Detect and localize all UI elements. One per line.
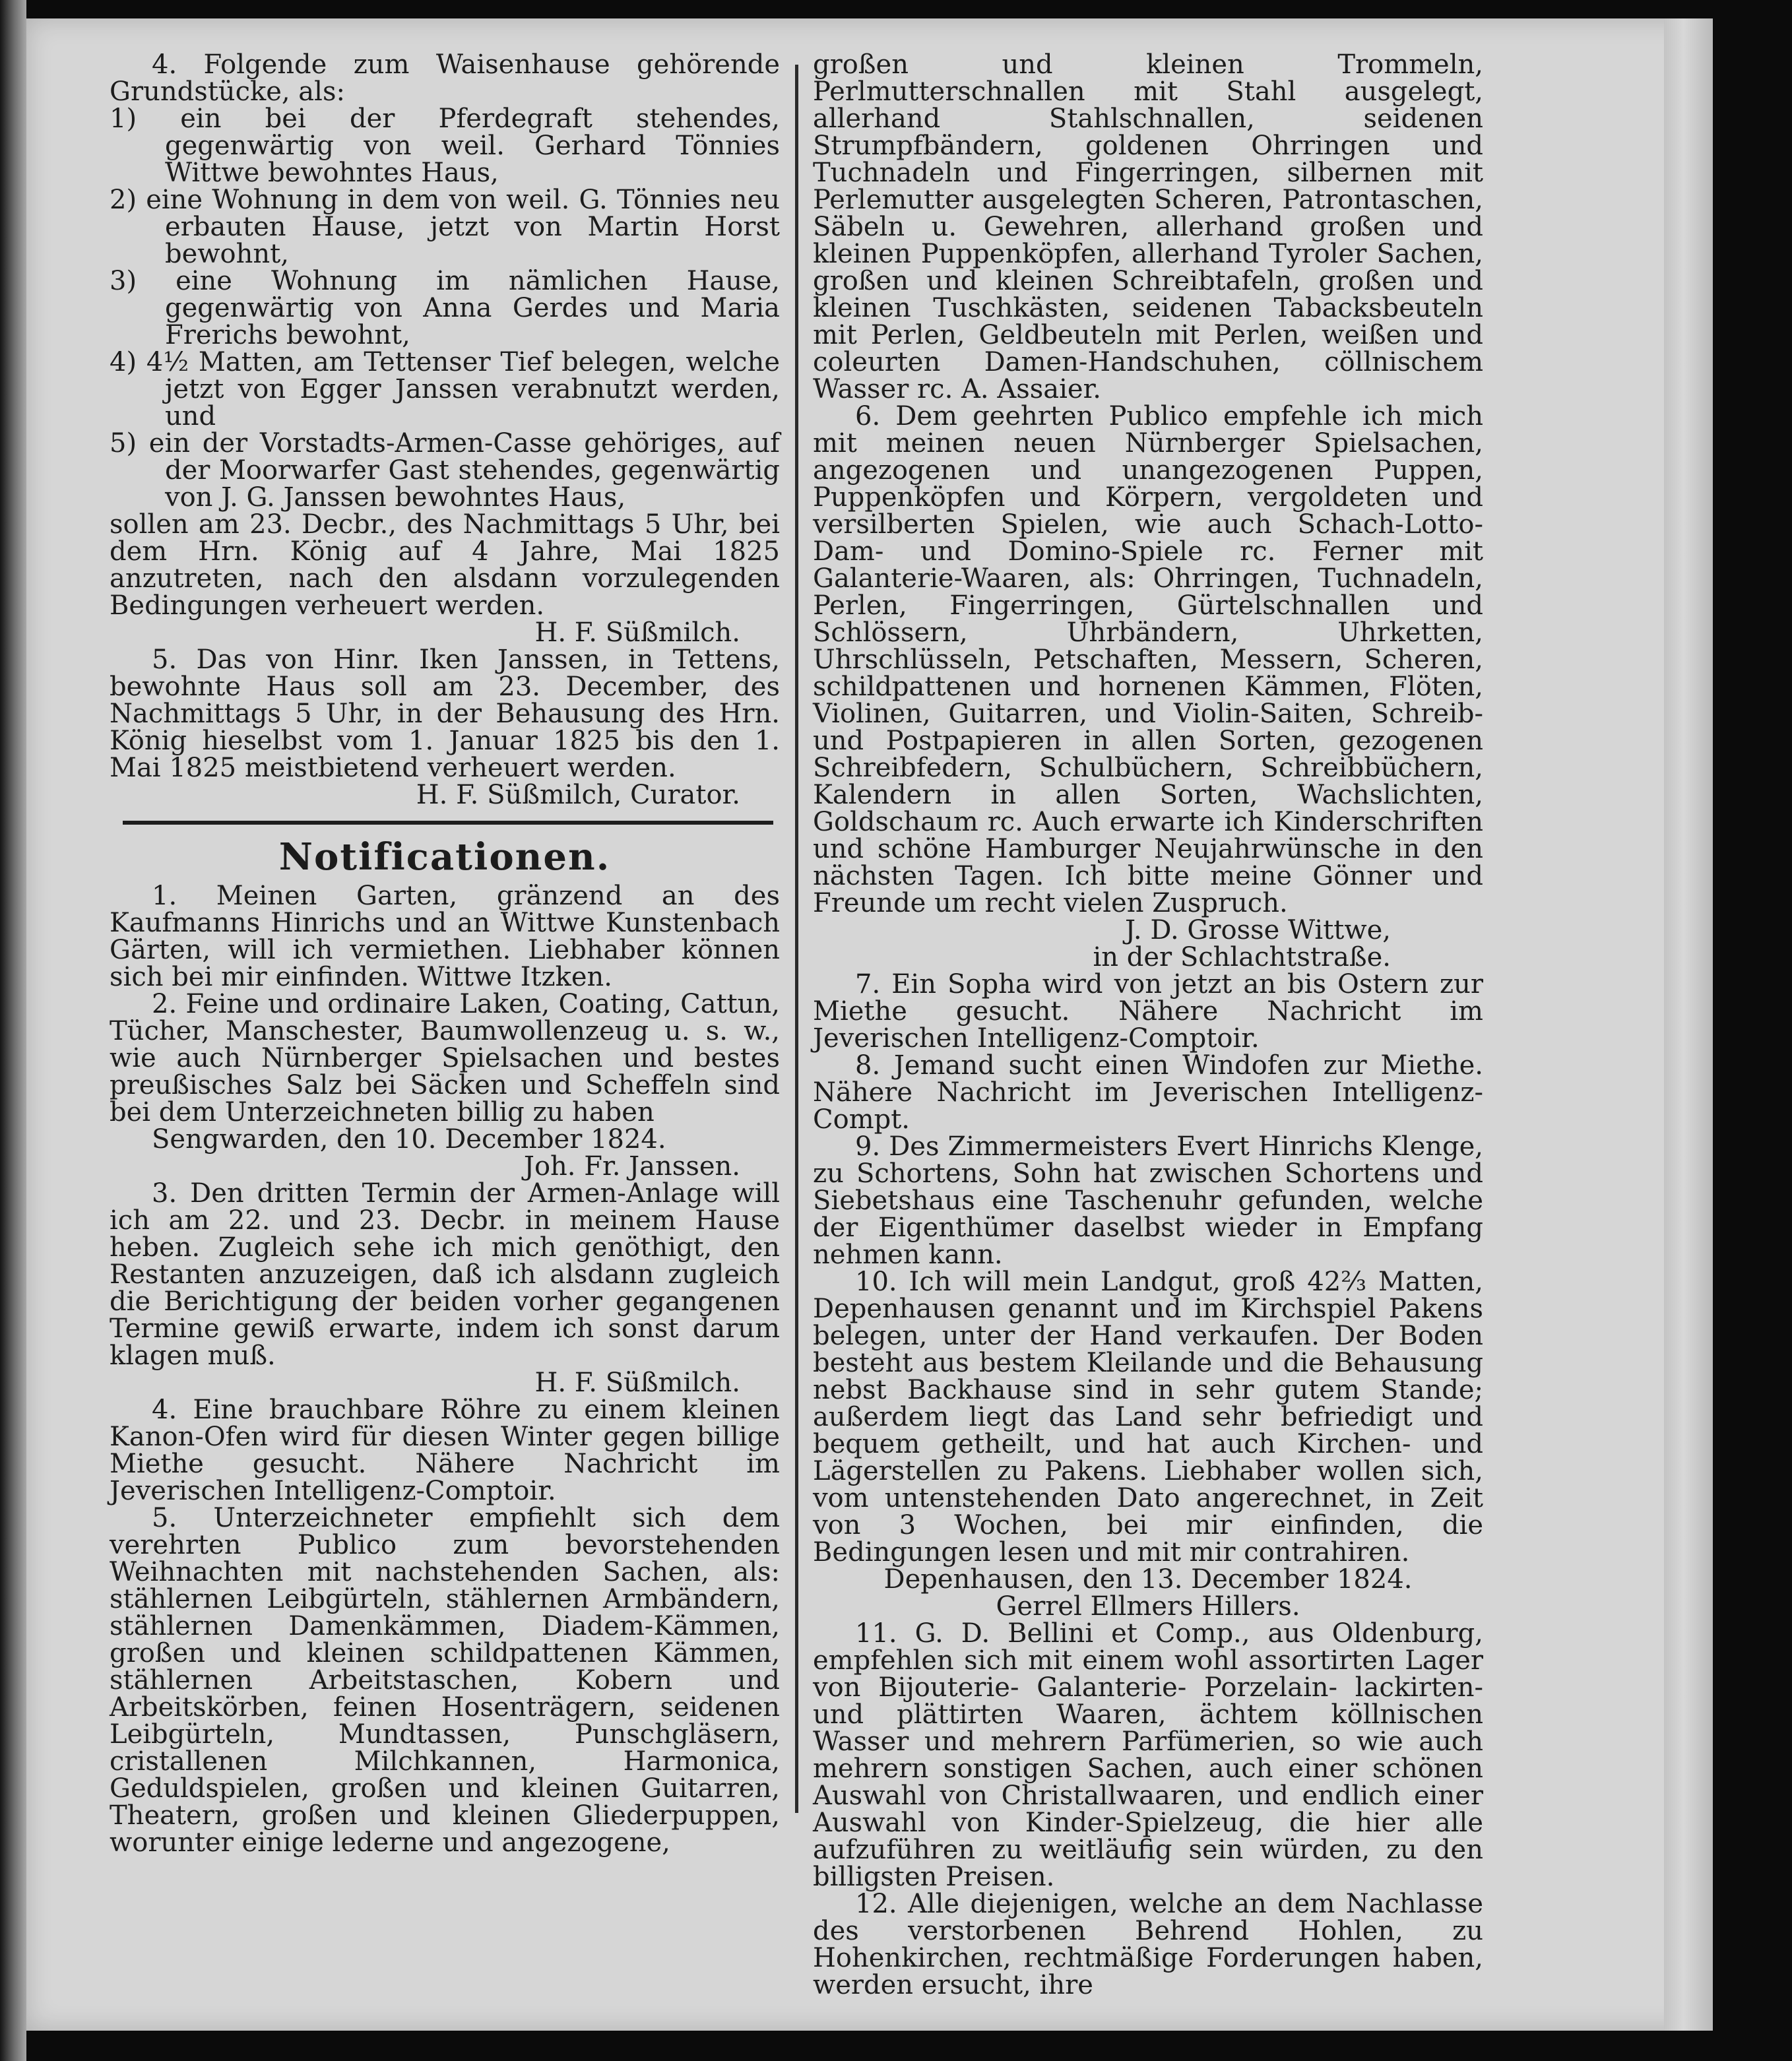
notice-paragraph: 7. Ein Sopha wird von jetzt an bis Ostern zur Miethe gesucht. Nähere Nachricht im Jeverischen Intelligenz-Comptoir. [813,969,1483,1054]
text-paragraph: großen und kleinen Trommeln, Perlmutterschnallen mit Stahl ausgelegt, allerhand Stahlschnallen, seidenen Strumpfbändern, goldenen Ohrringen und Tuchnadeln und Fingerringen, silbernen mit Perlemutter ausgelegten Scheren, Patrontaschen, Säbeln u. Gewehren, allerhand großen und kleinen Puppenköpfen, allerhand Tyroler Sachen, großen und kleinen Schreibtafeln, großen und kleinen Tuschkästen, seidenen Tabacksbeuteln mit Perlen, Geldbeuteln mit Perlen, weißen und coleurten Damen-Handschuhen, cöllnischem Wasser rc. A. Assaier. [813,49,1483,404]
column-divider [795,65,798,1813]
notice-paragraph: 6. Dem geehrten Publico empfehle ich mich mit meinen neuen Nürnberger Spielsachen, angezogenen und unangezogenen Puppen, Puppenköpfen und Körpern, vergoldeten und versilberten Spielen, wie auch Schach-Lotto-Dam- und Domino-Spiele rc. Ferner mit Galanterie-Waaren, als: Ohrringen, Tuchnadeln, Perlen, Fingerringen, Gürtelschnallen und Schlössern, Uhrbändern, Uhrketten, Uhrschlüsseln, Petschaften, Messern, Scheren, schildpattenen und hornenen Kämmen, Flöten, Violinen, Guitarren, und Violin-Saiten, Schreib- und Postpapieren in allen Sorten, gezogenen Schreibfedern, Schulbüchern, Schreibbüchern, Kalendern in allen Sorten, Wachslichten, Goldschaum rc. Auch erwarte ich Kinderschriften und schöne Hamburger Neujahrwünsche in den nächsten Tagen. Ich bitte meine Gönner und Freunde um recht vielen Zuspruch. [813,401,1483,918]
notice-paragraph: 3. Den dritten Termin der Armen-Anlage will ich am 22. und 23. Decbr. in meinem Hause heben. Zugleich sehe ich mich genöthigt, den Restanten anzuzeigen, daß ich alsdann zugleich die Berichtigung der beiden vorher gegangenen Termine gewiß erwarte, indem ich sonst darum klagen muß. [110,1178,780,1371]
signature: Joh. Fr. Janssen. [523,1151,740,1182]
right-column [813,51,1483,1999]
left-column [110,51,780,1856]
list-item: 1) ein bei der Pferdegraft stehendes, gegenwärtig von weil. Gerhard Tönnies Wittwe bewohntes Haus, [110,104,780,188]
text-paragraph: sollen am 23. Decbr., des Nachmittags 5 Uhr, bei dem Hrn. König auf 4 Jahre, Mai 1825 anzutreten, nach den alsdann vorzulegenden Bedingungen verheuert werden. [110,509,780,621]
notice-paragraph: 4. Eine brauchbare Röhre zu einem kleinen Kanon-Ofen wird für diesen Winter gegen billige Miethe gesucht. Nähere Nachricht im Jeverischen Intelligenz-Comptoir. [110,1395,780,1506]
signature: H. F. Süßmilch. [534,1368,740,1398]
section-rule [123,821,773,825]
book-spine [0,0,26,2061]
newspaper-page [26,18,1713,2031]
notice-paragraph: 5. Das von Hinr. Iken Janssen, in Tettens, bewohnte Haus soll am 23. December, des Nachmittags 5 Uhr, in der Behausung des Hrn. König hieselbst vom 1. Januar 1825 bis den 1. Mai 1825 meistbietend verheuert werden. [110,645,780,783]
list-item: 5) ein der Vorstadts-Armen-Casse gehöriges, auf der Moorwarfer Gast stehendes, gegenwärtig von J. G. Janssen bewohntes Haus, [110,428,780,513]
list-item: 3) eine Wohnung im nämlichen Hause, gegenwärtig von Anna Gerdes und Maria Frerichs bewohnt, [110,266,780,350]
dateline: Gerrel Ellmers Hillers. [996,1591,1300,1622]
notice-paragraph: 8. Jemand sucht einen Windofen zur Miethe. Nähere Nachricht im Jeverischen Intelligenz-Compt. [813,1050,1483,1135]
notice-paragraph: 1. Meinen Garten, gränzend an des Kaufmanns Hinrichs und an Wittwe Kunstenbach Gärten, will ich vermiethen. Liebhaber können sich bei mir einfinden. Wittwe Itzken. [110,881,780,992]
notice-paragraph: 2. Feine und ordinaire Laken, Coating, Cattun, Tücher, Manschester, Baumwollenzeug u. s. w., wie auch Nürnberger Spielsachen und bestes preußisches Salz bei Säcken und Scheffeln sind bei dem Unterzeichneten billig zu haben [110,989,780,1127]
notice-paragraph: 4. Folgende zum Waisenhause gehörende Grundstücke, als: [110,49,780,107]
notice-paragraph: 9. Des Zimmermeisters Evert Hinrichs Klenge, zu Schortens, Sohn hat zwischen Schortens und Siebetshaus eine Taschenuhr gefunden, welche der Eigenthümer daselbst wieder in Empfang nehmen kann. [813,1131,1483,1270]
signature: H. F. Süßmilch. [534,618,740,648]
dateline: Depenhausen, den 13. December 1824. [883,1564,1413,1595]
signature: in der Schlachtstraße. [1093,942,1391,972]
notice-paragraph: 12. Alle diejenigen, welche an dem Nachlasse des verstorbenen Behrend Hohlen, zu Hohenkirchen, rechtmäßige Forderungen haben, werden ersucht, ihre [813,1889,1483,2000]
signature: J. D. Grosse Wittwe, [1124,915,1391,945]
notice-paragraph: 11. G. D. Bellini et Comp., aus Oldenburg, empfehlen sich mit einem wohl assortirten Lager von Bijouterie- Galanterie- Porzelain- lackirten- und plättirten Waaren, ächtem köllnischen Wasser und mehrern Parfümerien, so wie auch mehrern sonstigen Sachen, auch einer schönen Auswahl von Christallwaaren, und endlich einer Auswahl von Kinder-Spielzeug, die hier alle aufzuführen zu weitläufig sein würden, zu den billigsten Preisen. [813,1618,1483,1892]
signature: H. F. Süßmilch, Curator. [416,780,740,810]
notice-paragraph: 10. Ich will mein Landgut, groß 42⅔ Matten, Depenhausen genannt und im Kirchspiel Pakens belegen, unter der Hand verkaufen. Der Boden besteht aus bestem Kleilande und die Behausung nebst Backhause sind in sehr gutem Stande; außerdem liegt das Land sehr befriedigt und bequem getheilt, und hat auch Kirchen- und Lägerstellen zu Pakens. Liebhaber wollen sich, vom untenstehenden Dato angerechnet, in Zeit von 3 Wochen, bei mir einfinden, die Bedingungen lesen und mit mir contrahiren. [813,1267,1483,1568]
list-item: 2) eine Wohnung in dem von weil. G. Tönnies neu erbauten Hause, jetzt von Martin Horst bewohnt, [110,185,780,269]
list-item: 4) 4½ Matten, am Tettenser Tief belegen, welche jetzt von Egger Janssen verabnutzt werden, und [110,347,780,431]
notice-paragraph: Sengwarden, den 10. December 1824. [152,1124,666,1155]
section-heading: Notificationen. [278,835,611,879]
notice-paragraph: 5. Unterzeichneter empfiehlt sich dem verehrten Publico zum bevorstehenden Weihnachten mit nachstehenden Sachen, als: stählernen Leibgürteln, stählernen Armbändern, stählernen Damenkämmen, Diadem-Kämmen, großen und kleinen schildpattenen Kämmen, stählernen Arbeitstaschen, Kobern und Arbeitskörben, feinen Hosenträgern, seidenen Leibgürteln, Mundtassen, Punschgläsern, cristallenen Milchkannen, Harmonica, Geduldspielen, großen und kleinen Guitarren, Theatern, großen und kleinen Gliederpuppen, worunter einige lederne und angezogene, [110,1503,780,1858]
page-edge [1664,18,1713,2031]
